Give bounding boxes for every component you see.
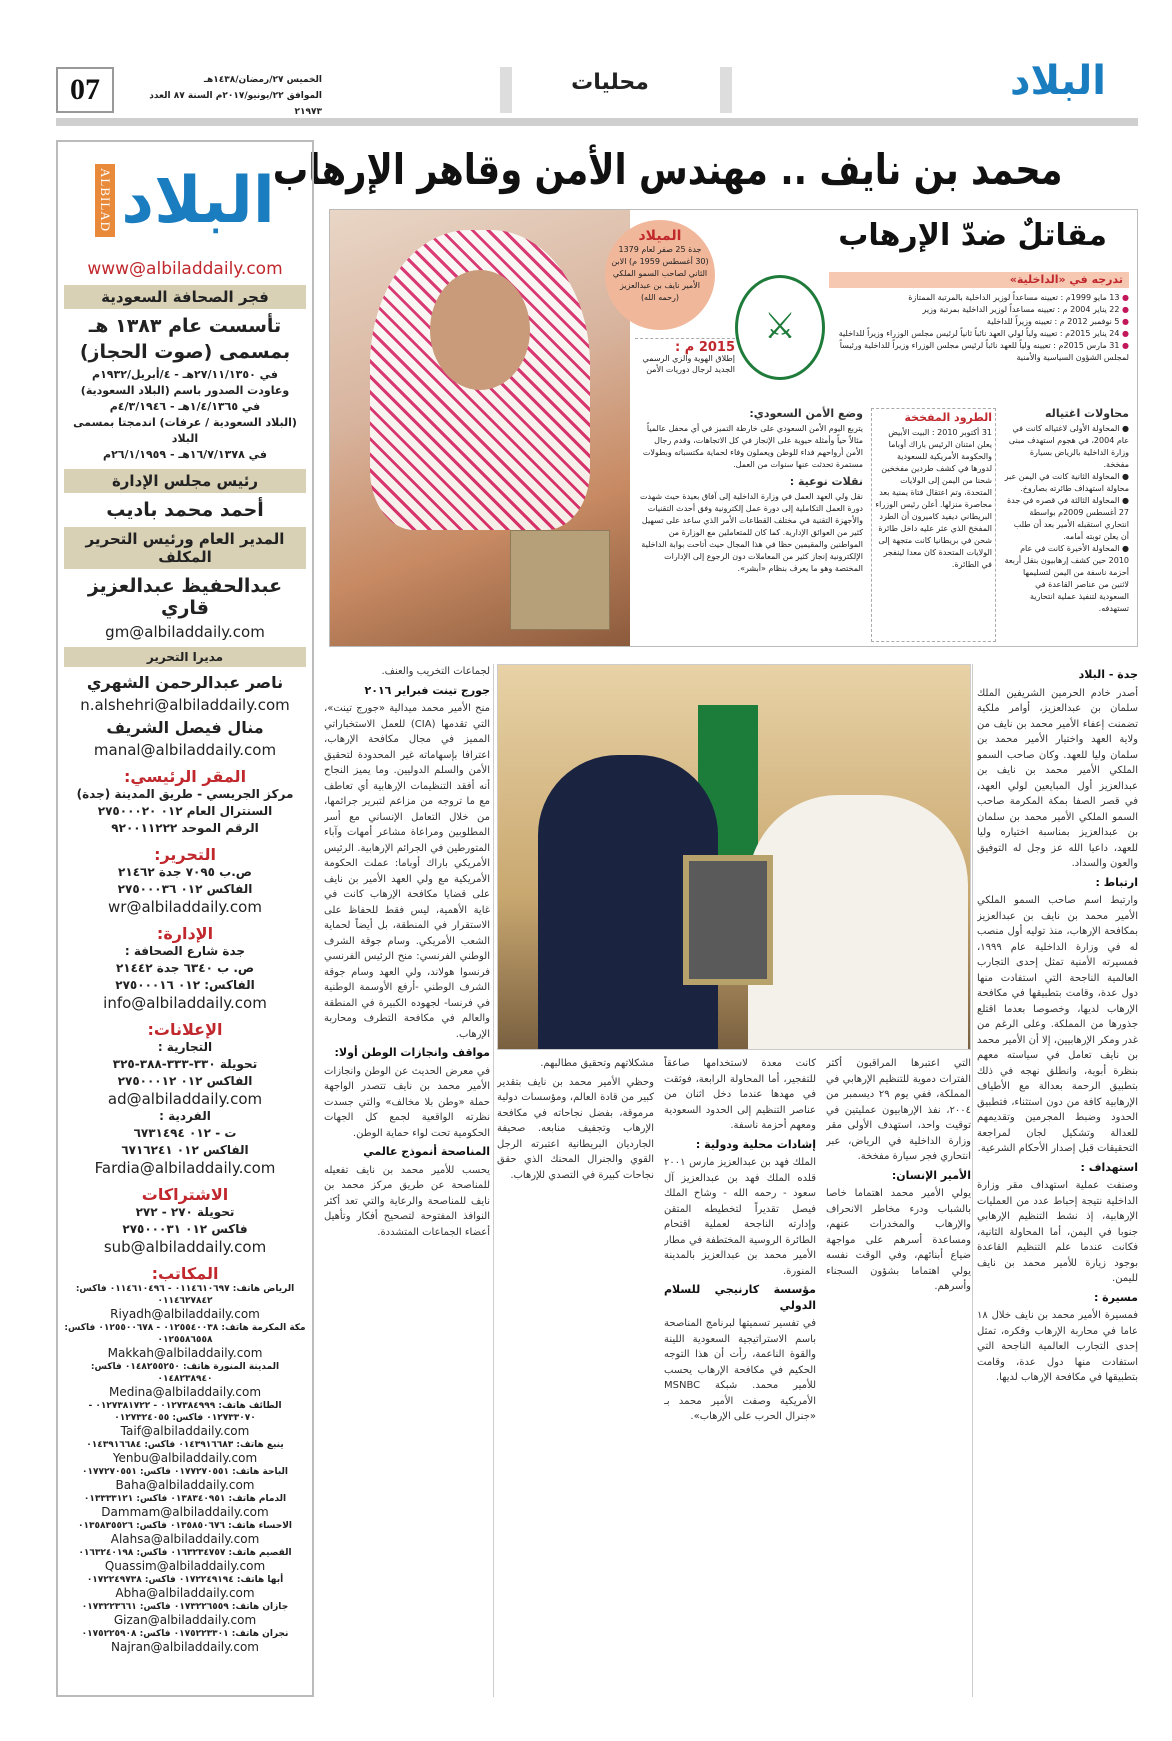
text-line: جدة شارع الصحافة : [124,944,246,958]
subheading: مؤسسة كارنيجي للسلام الدولي [664,1283,816,1312]
year-2015-box [635,338,735,375]
history-list [64,367,306,463]
text-line: في ١/٤/١٣٦٥هـ - ٤/٣/١٩٤٦م [109,400,261,413]
paragraph: وحظي الأمير محمد بن نايف بتقدير كبير من قادة العالم، ومؤسسات دولية مرموقة، بفضل نجاحاته في مكافحة الإرهاب وتجفيف منابعه. صحيفة الجارديان البريطانية اعتبرته الرجل القوي والجنرال المحنك الذي حقق نجاحات كبيرة في التصدي للإرهاب. [497,1076,654,1181]
year-2015-text: إطلاق الهوية والزي الرسمي الجديد لرجال دوريات الأمن [642,354,735,374]
divider [500,67,512,113]
office-email[interactable]: Alahsa@albiladdaily.com [110,1532,260,1546]
office-email[interactable]: Riyadh@albiladdaily.com [110,1307,260,1321]
editor1-name: ناصر عبدالرحمن الشهري [86,673,284,692]
office-item [64,1628,306,1655]
admin-lines [64,943,306,994]
text-line: فاكس ٠١٢ ٢٧٥٠٠٠٣١ [122,1222,248,1236]
figure-thobe [748,795,968,1050]
divider [720,67,732,113]
office-email[interactable]: Makkah@albiladdaily.com [107,1346,263,1360]
text-line: السنترال العام ٠١٢ ٢٧٥٠٠٠٢٠ [97,804,273,818]
office-phones: الطائف هاتف: ٠١٢٧٣٨٤٩٩٩ - ٠١٢٧٣٨١٧٢٢ - ٠١٢٧٣٣٠٧٠ فاكس: ٠١٢٧٣٢٤٠٥٥ [88,1401,282,1423]
infographic [329,209,1138,647]
office-email[interactable]: Baha@albiladdaily.com [115,1478,255,1492]
headline: محمد بن نايف .. مهندس الأمن وقاهر الإرهاب [272,145,1063,194]
office-email[interactable]: Taif@albiladdaily.com [120,1424,250,1438]
office-item [64,1466,306,1493]
text-line: في ٢٧/١١/١٣٥٠هـ - ٤/أبريل/١٩٣٢م [92,368,278,381]
logo-english: ALBILAD [95,164,115,236]
text-line: تحويلة ٢٧٠ - ٢٧٢ [135,1205,235,1219]
office-phones: المدينة المنورة هاتف: ٠١٤٨٢٥٥٢٥٠ فاكس: ٠١٤٨٢٣٨٩٤٠ [90,1362,280,1384]
editor2-email[interactable]: manal@albiladdaily.com [93,741,277,759]
text-line: مركز الجريسي - طريق المدينة (جدة) [76,787,294,801]
birth-text: جدة 25 صفر لعام 1379 (30 أغسطس 1959 م) الابن الثاني لصاحب السمو الملكي الأمير نايف بن عبدالعزيز (رحمه الله) [611,245,709,302]
article-column-right [977,664,1138,1697]
chairman-name: أحمد محمد باديب [106,499,264,521]
hq-lines [64,786,306,837]
interior-ministry-emblem-icon: ⚔ [735,275,825,380]
dawn-band: فجر الصحافة السعودية [64,285,306,309]
masthead-logo: البلاد [1010,58,1106,104]
office-item [64,1283,306,1322]
infographic-title: مقاتلٌ ضدّ الإرهاب [838,218,1107,253]
gm-name: عبدالحفيظ عبدالعزيز قاري [87,575,283,619]
security-label: وضع الأمن السعودي: [749,407,863,420]
paragraph: مشكلاتهم وتحقيق مطالبهم. [540,1058,654,1069]
paragraph: منح الأمير محمد ميدالية «جورج تينت»، التي تقدمها (CIA) للعمل الاستخباراتي المميز في مجال مكافحة الإرهاب، اعترافا بإسهاماته غير المحدودة لتحقيق الأمن والسلم الدوليين. وما يميز النجاح أنه أفقد التنظيمات الإرهابية أي تعاطف مع ما تروجه من مزاعم لتبرير جرائمها، من خلال التعامل الإنساني مع أسر المطلوبين ومراعاة مشاعر أمهات وآباء المتورطين في الجرائم الإرهابية. الرئيس الأمريكي باراك أوباما: عملت الحكومة الأمريكية مع ولي العهد الأمير بن نايف على قضايا مكافحة الإرهاب كانت في غاية الأهمية، ليس فقط للحفاظ على الاستقرار في المنطقة، بل أيضاً لحماية الشعب الأمريكي. وسام جوقة الشرف الوطني الفرنسي: منح الرئيس الفرنسي فرنسوا هولاند، ولي العهد وسام جوقة الشرف الوطني -أرفع الأوسمة الوطنية في فرنسا- لجهوده الكبيرة في المنطقة والعالم في مكافحة التطرف ومحاربة الإرهاب. [324,703,490,1040]
paragraph: أصدر خادم الحرمين الشريفين الملك سلمان بن عبدالعزيز، أوامر ملكية تضمنت إعفاء الأمير محمد بن نايف من ولاية العهد واختيار الأمير محمد بن سلمان وليا للعهد. وكان صاحب السمو الملكي الأمير محمد بن نايف بن عبدالعزيز أول المبايعين لولي العهد، في قصر الصفا بمكة المكرمة صاحب السمو الملكي الأمير محمد بن سلمان بن عبدالعزيز بمناسبة اختياره وليا للعهد، داعيا الله عز وجل له التوفيق والعون والسداد. [977,687,1138,869]
subs-lines [64,1204,306,1238]
section-title: محليات [571,70,649,95]
office-item [64,1493,306,1520]
offices-label: المكاتب: [151,1264,219,1283]
attempt-item: ● المحاولة الأخيرة كانت في عام 2010 حين كشف إرهابيون بنقل أربعة أحزمة ناسفة من اليمن لتسليمها لاثنين من عناصر القاعدة في السعودية لتنفيذ عملية انتحارية تستهدفه. [1004,544,1129,613]
birth-label: الميلاد [638,228,682,244]
shifts-label: نقلات نوعية : [789,475,863,488]
office-phones: ينبع هاتف: ٠١٤٣٩١٦٦٨٣ فاكس: ٠١٤٣٩١٦٦٨٤ [86,1440,284,1450]
security-section [635,408,863,575]
editors-label: مديرا التحرير [64,647,306,667]
ads2-lines [64,1108,306,1159]
office-email[interactable]: Dammam@albiladdaily.com [101,1505,269,1519]
text-line: تحويلة ٣٣٠-٣٣٣-٣٨٨-٣٢٥ [112,1057,258,1071]
paragraph: في تفسير تسميتها لبرنامج المناصحة باسم الاستراتيجية السعودية اللينة والقوة الناعمة، رأت أن هذا التوجه الحكيم في مكافحة الإرهاب يحسب للأمير محمد. شبكة MSNBC الأمريكية وصفت الأمير محمد بـ «جنرال الحرب على الإرهاب». [664,1318,816,1422]
date-hijri: الخميس ٢٧/رمضان/١٤٣٨هـ [203,75,322,85]
hq-label: المقر الرئيسي: [123,767,247,786]
paragraph: كانت معدة لاستخدامها صاعقاً للتفجير، أما المحاولة الرابعة، فوثقت في مهدها عندما دخل اثنان من عناصر التنظيم إلى الحدود السعودية ومعهم أحزمة ناسفة. [664,1058,816,1131]
parcels-text: 31 أكتوبر 2010 : البيت الأبيض يعلن امتنان الرئيس باراك أوباما والحكومة الأمريكية للسعودية لدورها في كشف طردين مفخخين شحنا من اليمن إلى الولايات المتحدة، وتم اعتقال فتاة يمنية بعد محاصرة منزلها. أعلن رئيس الوزراء البريطاني ديفيد كاميرون أن الطرد المفخخ الذي عثر عليه داخل طائرة شحن في بريطانيا كانت متجهة إلى الولايات المتحدة كان معدا لينفجر في الطائرة. [875,428,992,569]
paragraph: يولي الأمير محمد اهتماما خاصا بالشباب ودرء مخاطر الانحراف والإرهاب والمخدرات عنهم، ومساعدة أسرهم على مواجهة ضياع أبنائهم، وفي الوقت نفسه يولي اهتماما بشؤون السجناء وأسرهم. [826,1188,971,1292]
gm-email[interactable]: gm@albiladdaily.com [105,623,265,641]
office-email[interactable]: Najran@albiladdaily.com [111,1640,259,1654]
editorial-email[interactable]: wr@albiladdaily.com [108,898,262,916]
office-item [64,1520,306,1547]
paragraph: التي اعتبرها المراقبون أكثر الفترات دموية للتنظيم الإرهابي في المملكة، ففي يوم ٢٩ ديسمبر من ٢٠٠٤، نفذ الإرهابيون عمليتين في توقيت واحد، استهدف الأولى مقر وزارة الداخلية في الرياض، عبر انتحاري فجر سيارة مفخخة. [826,1058,971,1162]
paragraph: وارتبط اسم صاحب السمو الملكي الأمير محمد بن نايف بن عبدالعزيز بمكافحة الإرهاب، منذ توليه أول منصب له في وزارة الداخلية عام ١٩٩٩، فمسيرته الأمنية تمثل إحدى التجارب العالمية الناجحة التي استفادت منها دول عدة، وقامت بتطبيقها في مكافحة الإرهاب لديها، وخصوصا بعدما اقتلع جذورها من المملكة. وعلى الرغم من غدر ومكر الإرهابيين، إلا أن الأمير محمد بن نايف تعامل في سياسته معهم بنظرة أبوية، وانطلق نهجه في ذلك بتطبيق الرحمة بعدالة مع الأطياف الإرهابية كافة من دون استثناء، فتطبيق الحدود وضبط المجرمين وتقديمهم للعدالة وتشكيل لجان لمراجعة التحقيقات قبل إصدار الأحكام الشرعية. [977,895,1138,1154]
admin-email[interactable]: info@albiladdaily.com [103,994,267,1012]
office-item [64,1400,306,1439]
text-line: الفاكس ٠١٢ ٦٧١٦٢٤١ [121,1143,249,1157]
article-column-left [324,664,490,1697]
date-gregorian: الموافق ٢٢/يونيو/٢٠١٧م السنة ٨٧ العدد ٢١٩٧٣ [149,91,322,117]
article-column-b [664,1056,816,1697]
parcels-section [871,408,996,642]
article-column-c [497,1056,654,1697]
office-email[interactable]: Abha@albiladdaily.com [115,1586,255,1600]
attempt-item: ● المحاولة الثانية كانت في اليمن عبر محاولة استهداف طائرته بصاروخ. [1004,472,1129,493]
attempts-label: محاولات اغتياله [1045,407,1129,420]
subs-label: الاشتراكات [141,1185,229,1204]
paragraph: في معرض الحديث عن الوطن وانجازات الأمير محمد بن نايف تتصدر الواجهة حملة «وطن بلا مخالف» والتي جسدت نظرته الواقعية لجمع كل الجهات الحكومية تحت لواء حماية الوطن. [324,1065,490,1139]
text-line: وعاودت الصدور باسم (البلاد السعودية) [80,384,290,397]
office-phones: القصيم هاتف: ٠١٦٣٢٣٤٧٥٧ فاكس: ٠١٦٣٢٤٠١٩٨ [78,1548,292,1558]
paragraph: فمسيرة الأمير محمد بن نايف خلال ١٨ عاما في محاربة الإرهاب وفكره، تمثل إحدى التجارب العالمية الناجحة التي استفادت منها دول عدة، وقامت بتطبيقها في مكافحة الإرهاب لديها. [977,1310,1138,1383]
page-number: 07 [56,67,114,113]
year-2015-label: 2015 م : [675,340,735,355]
text-line: ص. ب ٦٣٤٠ جدة ٢١٤٤٢ [115,961,255,975]
award-ceremony-photo [497,664,971,1050]
text-line: الفردية : [159,1109,211,1123]
gm-label: المدير العام ورئيس التحرير المكلف [64,527,306,569]
career-label: تدرجه في «الداخلية» [829,272,1129,288]
chairman-label: رئيس مجلس الإدارة [64,469,306,493]
career-item: ● 13 مايو 1999م : تعيينه مساعداً لوزير الداخلية بالمرتبة الممتازة [829,292,1129,304]
office-item [64,1322,306,1361]
face-shape [430,270,530,390]
text-line: ت - ٠١٢ ٦٧٣١٤٩٤ [133,1126,237,1140]
office-phones: الاحساء هاتف: ٠١٣٥٨٥٠٦٧٦ فاكس: ٠١٣٥٨٣٥٥٢٦ [78,1521,292,1531]
subheading: جدة - البلاد [1078,668,1138,681]
subheading: جورج تينت فبراير ٢٠١٦ [364,683,490,697]
paragraph: وصنفت عملية استهداف مقر وزارة الداخلية نتيجة إحباط عدد من العمليات الإرهابية، إذ نشط التنظيم الإرهابي جنوبا في اليمن، أما المحاولة الثانية، فكانت عندما علم التنظيم القاعدة بوجود زيارة للأمير محمد بن نايف لليمن. [977,1180,1138,1284]
office-item [64,1361,306,1400]
editorial-label: التحرير: [154,845,216,864]
subheading: ارتباط : [1095,875,1138,889]
office-phones: جازان هاتف: ٠١٧٣٢٢٦٥٥٩ فاكس: ٠١٧٣٢٢٣٦٦١ [81,1602,289,1612]
issue-date [122,72,322,120]
attempts-list [1004,423,1129,615]
paragraph: لجماعات التخريب والعنف. [381,666,490,677]
office-phones: مكة المكرمة هاتف: ٠١٢٥٥٤٠٠٣٨ - ٠١٢٥٥٠٠٦٧٨ فاكس: ٠١٢٥٥٨٦٥٥٨ [64,1323,306,1345]
career-item: ● 31 مارس 2015م : تعيينه ولياً للعهد نائباً لرئيس مجلس الوزراء وزيراً للداخلية ورئيساً لمجلس الشؤون السياسية والأمنية [829,340,1129,364]
office-phones: الرياض هاتف: ٠١١٤٦١٠٦٩٧ - ٠١١٤٦١٠٤٩٦ فاكس: ٠١١٤٦٢٧٨٤٢ [75,1284,295,1306]
shifts-text: نقل ولي العهد العمل في وزارة الداخلية إلى آفاق بعيدة حيث شهدت دورة العمل التكاملية إلى دورة عمل إلكترونية وفق أحدث التقنيات والأجهزة التقنية في مختلف القطاعات الأمر الذي ساعد على تسهيل كثير من العوائق الإدارية. كما كان للمتعاملين مع الوزارة من المواطنين والمقيمين حظا في هذا المجال حيث أتاحت بوابة الداخلية الإلكترونية إنجاز كثير من المعاملات دون الرجوع إلى الإدارات المختصة وهو ما يعرف بنظام «أبشر». [639,492,863,573]
editorial-lines [64,864,306,898]
column-rule [972,664,973,1697]
attempt-item: ● المحاولة الثالثة في قصره في جدة 27 أغسطس 2009م بواسطة انتحاري استقبله الأمير بعد أن طلب أن يعلن توبته أمامه. [1006,496,1129,541]
text-line: ص.ب ٧٠٩٥ جدة ٢١٤٦٢ [118,865,252,879]
column-rule [493,664,494,1697]
security-text: يتربع اليوم الأمن السعودي على خارطة التميز في أي محفل عالمياً مثالاً حياً وأمثلة حيوية على الإنجاز في كل الاتجاهات، وقدم رجال الأمن أرواحهم فداء للوطن ويعملون وفاء لحماية مكتسباته وبطولات مستمرة تحدثت عنها سنوات من العمل. [642,424,863,469]
office-email[interactable]: Quassim@albiladdaily.com [104,1559,266,1573]
offices-list [64,1283,306,1655]
attempts-section [1004,408,1129,615]
subheading: استهداف : [1080,1160,1138,1174]
header-rule [56,118,1138,126]
career-item: ● 5 نوفمبر 2012 م : تعيينه وزيراً للداخلية [829,316,1129,328]
office-item [64,1547,306,1574]
portrait-photo [330,210,630,647]
parcel-photo [510,530,610,630]
paragraph: يحسب للأمير محمد بن نايف تفعيله للمناصحة عن طريق مركز محمد بن نايف للمناصحة والرعاية والتي تعد أكثر النوافذ المفتوحة لتصحيح أفكار وتأهيل أعضاء الجماعات المتشددة. [324,1164,490,1238]
text-line: التجارية : [157,1040,213,1054]
text-line: الفاكس ٠١٢ ٢٧٥٠٠٠١٢ [117,1074,253,1088]
subheading: الأمير الإنسان: [891,1168,971,1182]
career-box [829,272,1129,364]
subs-email[interactable]: sub@albiladdaily.com [103,1238,267,1256]
ads-email[interactable]: ad@albiladdaily.com [107,1090,263,1108]
office-email[interactable]: Medina@albiladdaily.com [108,1385,262,1399]
office-item [64,1601,306,1628]
text-line: الرقم الموحد ٩٢٠٠١١٢٢٢ [111,821,259,835]
birth-circle [605,220,715,330]
career-list [829,292,1129,364]
subheading: المناصحة أنموذج عالمي [363,1145,490,1158]
ads-lines [64,1039,306,1090]
paragraph: الملك فهد بن عبدالعزيز مارس ٢٠٠١ قلده الملك فهد بن عبدالعزيز آل سعود - رحمه الله - وشاح الملك فيصل تقديراً لتخطيطه المتقن وإدارته الناجحة لعملية اقتحام الطائرة الروسية المختطفة في مطار الأمير محمد بن عبدالعزيز بالمدينة المنورة. [664,1157,816,1277]
text-line: الفاكس ٠١٢ ٢٧٥٠٠٠٣٦ [117,882,253,896]
office-phones: الدمام هاتف: ٠١٣٨٣٤٠٩٥١ فاكس: ٠١٣٣٣٣١٢١ [83,1494,287,1504]
ads2-email[interactable]: Fardia@albiladdaily.com [94,1159,276,1177]
office-item [64,1439,306,1466]
career-item: ● 22 يناير 2004 م : تعيينه مساعداً لوزير الداخلية بمرتبة وزير [829,304,1129,316]
masthead-sidebar [56,140,314,1697]
subheading: مواقف وانجازات الوطن أولا: [334,1046,490,1059]
career-item: ● 24 يناير 2015م : تعيينه ولياً لولي العهد نائباً ثانياً لرئيس مجلس الوزراء وزيراً للداخلية [829,328,1129,340]
text-line: الفاكس: ٠١٢ ٢٧٥٠٠٠١٦ [115,978,255,992]
office-phones: نجران هاتف: ٠١٧٥٢٢٣٣٠١ فاكس: ٠١٧٥٢٢٥٩٠٨ [81,1629,289,1639]
text-line: (البلاد السعودية / عرفات) اندمجتا بمسمى البلاد [73,416,297,445]
founded-year: تأسست عام ١٣٨٣ هـ [88,315,282,337]
ads-label: الإعلانات: [147,1020,223,1039]
article-column-a [826,1056,971,1697]
medal-plaque [683,855,773,985]
subheading: مسيرة : [1093,1290,1138,1304]
subheading: إشادات محلية ودولية : [695,1137,816,1151]
editor1-email[interactable]: n.alshehri@albiladdaily.com [80,696,290,714]
logo-arabic: البلاد [121,163,275,238]
albilad-logo [64,148,306,253]
office-email[interactable]: Yenbu@albiladdaily.com [112,1451,258,1465]
attempt-item: ● المحاولة الأولى لاغتياله كانت في عام 2004، في هجوم استهدف مبنى وزارة الداخلية بالرياض بسيارة مفخخة. [1008,424,1129,469]
editor2-name: منال فيصل الشريف [106,718,264,737]
office-item [64,1574,306,1601]
text-line: في ١٦/٧/١٣٧٨هـ - ٢٦/١/١٩٥٩م [103,448,267,461]
parcels-label: الطرود المفخخة [904,411,992,424]
admin-label: الإدارة: [156,924,214,943]
office-email[interactable]: Gizan@albiladdaily.com [113,1613,257,1627]
office-phones: الباحة هاتف: ٠١٧٧٢٧٠٥٥١ فاكس: ٠١٧٧٢٧٠٥٥١ [81,1467,289,1477]
office-phones: أبها هاتف: ٠١٧٢٢٤٩١٩٤ فاكس: ٠١٧٢٢٤٩٧٣٨ [86,1575,284,1585]
website-link[interactable]: www@albiladdaily.com [87,259,283,279]
founded-name: بمسمى (صوت الحجاز) [79,341,291,363]
